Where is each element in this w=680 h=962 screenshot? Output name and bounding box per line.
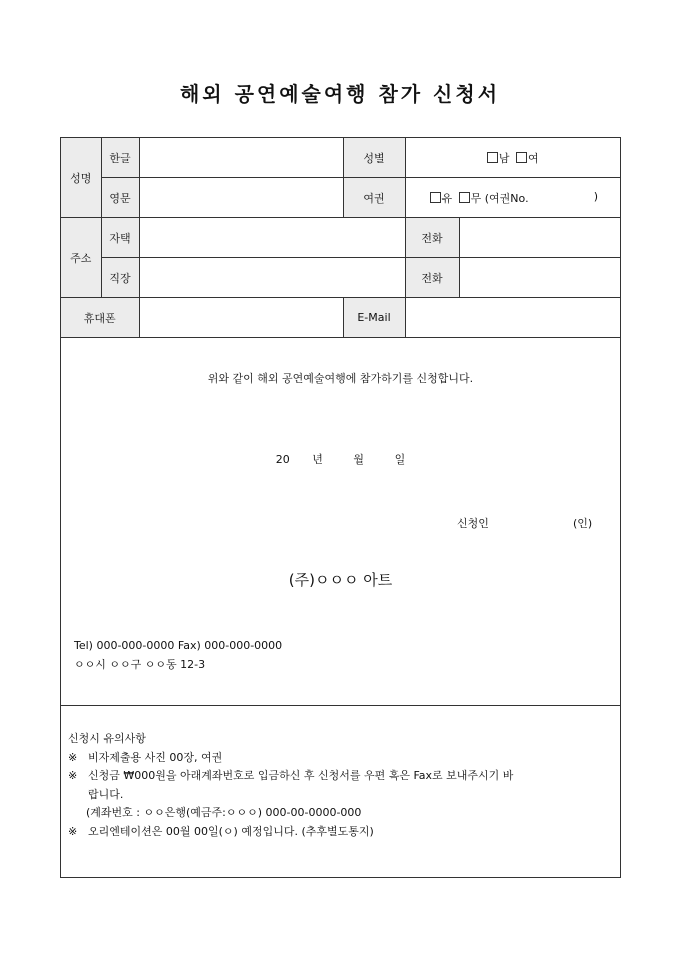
note-mark: ※ (68, 750, 78, 764)
contact-info (74, 636, 282, 674)
english-name-label: 영문 (101, 178, 139, 218)
work-address-label: 직장 (101, 258, 139, 298)
contact-phone-fax: Tel) 000-000-0000 Fax) 000-000-0000 (74, 639, 283, 652)
application-date (61, 451, 620, 467)
passport-options (405, 178, 620, 218)
gender-label: 성별 (343, 138, 405, 178)
home-address-field[interactable] (139, 218, 405, 258)
note-item (68, 823, 613, 842)
home-address-label: 자택 (101, 218, 139, 258)
note-mark: ※ (68, 769, 78, 782)
date-day-unit: 일 (394, 453, 406, 466)
note-payment: 신청금 ₩000원을 아래계좌번호로 입금하신 후 신청서를 우편 혹은 Fax로 보내주시기 바 (88, 769, 514, 782)
note-photo-passport: 비자제출용 사진 00장, 여권 (88, 750, 223, 764)
note-mark: ※ (68, 824, 78, 838)
date-year-unit: 년 (312, 453, 323, 466)
date-month-unit: 월 (353, 453, 365, 466)
applicant-info-table (61, 138, 620, 338)
passport-yes-checkbox[interactable] (430, 192, 441, 203)
work-address-field[interactable] (139, 258, 405, 298)
passport-yes-label: 유 (441, 191, 453, 205)
name-label: 성명 (61, 138, 101, 218)
male-checkbox[interactable] (487, 152, 498, 163)
work-phone-label: 전화 (405, 258, 459, 298)
home-phone-label: 전화 (405, 218, 459, 258)
form-title: 해외 공연예술여행 참가 신청서 (179, 82, 501, 106)
email-label: E-Mail (343, 298, 405, 338)
korean-name-label: 한글 (101, 138, 139, 178)
gender-options (405, 138, 620, 178)
date-year: 20 (275, 453, 290, 466)
application-form (60, 137, 621, 878)
note-payment-continued: 랍니다. (88, 787, 124, 801)
note-item (68, 767, 613, 786)
home-phone-field[interactable] (459, 218, 620, 258)
mobile-field[interactable] (139, 298, 343, 338)
passport-close-paren: ) (593, 189, 598, 203)
seal-label: (인) (573, 517, 593, 530)
english-name-field[interactable] (139, 178, 343, 218)
female-checkbox[interactable] (516, 152, 527, 163)
company-address: ㅇㅇ시 ㅇㅇ구 ㅇㅇ동 12-3 (74, 658, 206, 671)
note-orientation: 오리엔테이션은 00월 00일(ㅇ) 예정입니다. (추후별도통지) (88, 824, 374, 838)
mobile-label: 휴대폰 (61, 298, 139, 338)
male-label: 남 (498, 151, 510, 165)
notes-heading: 신청시 유의사항 (68, 732, 146, 745)
female-label: 여 (528, 151, 539, 165)
company-name: (주)ㅇㅇㅇ 아트 (288, 571, 393, 589)
email-field[interactable] (405, 298, 620, 338)
passport-no-label: 무 (여권No. (470, 191, 529, 205)
korean-name-field[interactable] (139, 138, 343, 178)
passport-label: 여권 (343, 178, 405, 218)
application-statement: 위와 같이 해외 공연예술여행에 참가하기를 신청합니다. (207, 372, 474, 385)
section-divider (61, 705, 620, 706)
note-item (68, 749, 613, 768)
application-notes (68, 730, 613, 841)
work-phone-field[interactable] (459, 258, 620, 298)
address-label: 주소 (61, 218, 101, 298)
note-account-number: (계좌번호 : ㅇㅇ은행(예금주:ㅇㅇㅇ) 000-00-0000-000 (86, 806, 362, 819)
applicant-label: 신청인 (457, 517, 489, 530)
passport-no-checkbox[interactable] (459, 192, 470, 203)
